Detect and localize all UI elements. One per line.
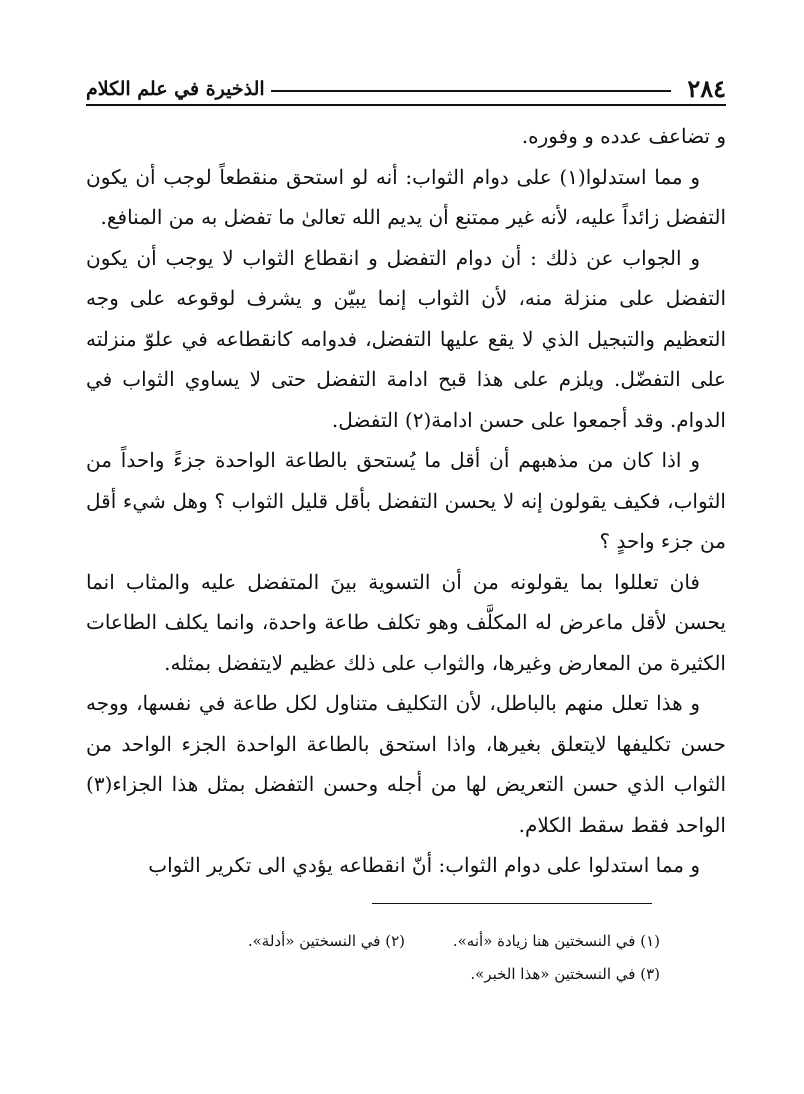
running-title: الذخيرة في علم الكلام bbox=[86, 78, 265, 100]
footnote-2: (٢) في النسختين «أدلة». bbox=[247, 932, 405, 950]
header-dash-line bbox=[271, 90, 672, 92]
page-number: ٢٨٤ bbox=[687, 74, 726, 103]
body-text bbox=[86, 116, 726, 886]
header-rule bbox=[86, 104, 726, 106]
paragraph: و اذا كان من مذهبهم أن أقل ما يُستحق بالطاعة الواحدة جزءً واحداً من الثواب، فكيف يقولون إنه لا يحسن التفضل بأقل قليل الثواب ؟ وهل شيء أقل من جزء واحدٍ ؟ bbox=[86, 448, 726, 553]
footnote-1: (١) في النسختين هنا زيادة «أنه». bbox=[452, 932, 660, 950]
paragraph: فان تعللوا بما يقولونه من أن التسوية بينَ المتفضل عليه والمثاب انما يحسن لأقل ماعرض له المكلَّف وهو تكلف طاعة واحدة، وانما يكلف الطاعات الكثيرة من المعارض وغيرها، والثواب على ذلك عظيم لايتفضل بمثله. bbox=[86, 569, 726, 675]
paragraph: و هذا تعلل منهم بالباطل، لأن التكليف متناول لكل طاعة في نفسها، ووجه حسن تكليفها لايتعلق بغيرها، واذا استحق بالطاعة الواحدة الجزء الواحد من الثواب الذي حسن التعريض لها من أجله وحسن التفضل بمثل هذا الجزاء(٣) الواحد فقط سقط الكلام. bbox=[86, 691, 726, 837]
page-header bbox=[86, 70, 726, 104]
paragraph: و الجواب عن ذلك : أن دوام التفضل و انقطاع الثواب لا يوجب أن يكون التفضل على منزلة منه، لأن الثواب إنما يبيّن و يشرف لوقوعه على وجه التعظيم والتبجيل الذي لا يقع عليها التفضل، فدوامه كانقطاعه في علوّ منزلته على التفضّل. ويلزم على هذا قبح ادامة التفضل حتى لا يساوي الثواب في الدوام. وقد أجمعوا على حسن ادامة(٢) التفضل. bbox=[86, 245, 726, 432]
footnote-row bbox=[150, 958, 660, 991]
footnotes bbox=[150, 925, 660, 991]
paragraph: و تضاعف عدده و وفوره. bbox=[521, 124, 726, 148]
footnote-separator bbox=[372, 903, 652, 904]
footnote-3: (٣) في النسختين «هذا الخبر». bbox=[470, 965, 660, 983]
footnote-row bbox=[150, 925, 660, 958]
paragraph: و مما استدلوا(١) على دوام الثواب: أنه لو استحق منقطعاً لوجب أن يكون التفضل زائداً عليه، لأنه غير ممتنع أن يديم الله تعالىٰ ما تفضل به من المنافع. bbox=[86, 164, 726, 229]
paragraph: و مما استدلوا على دوام الثواب: أنّ انقطاعه يؤدي الى تكرير الثواب bbox=[148, 853, 700, 877]
